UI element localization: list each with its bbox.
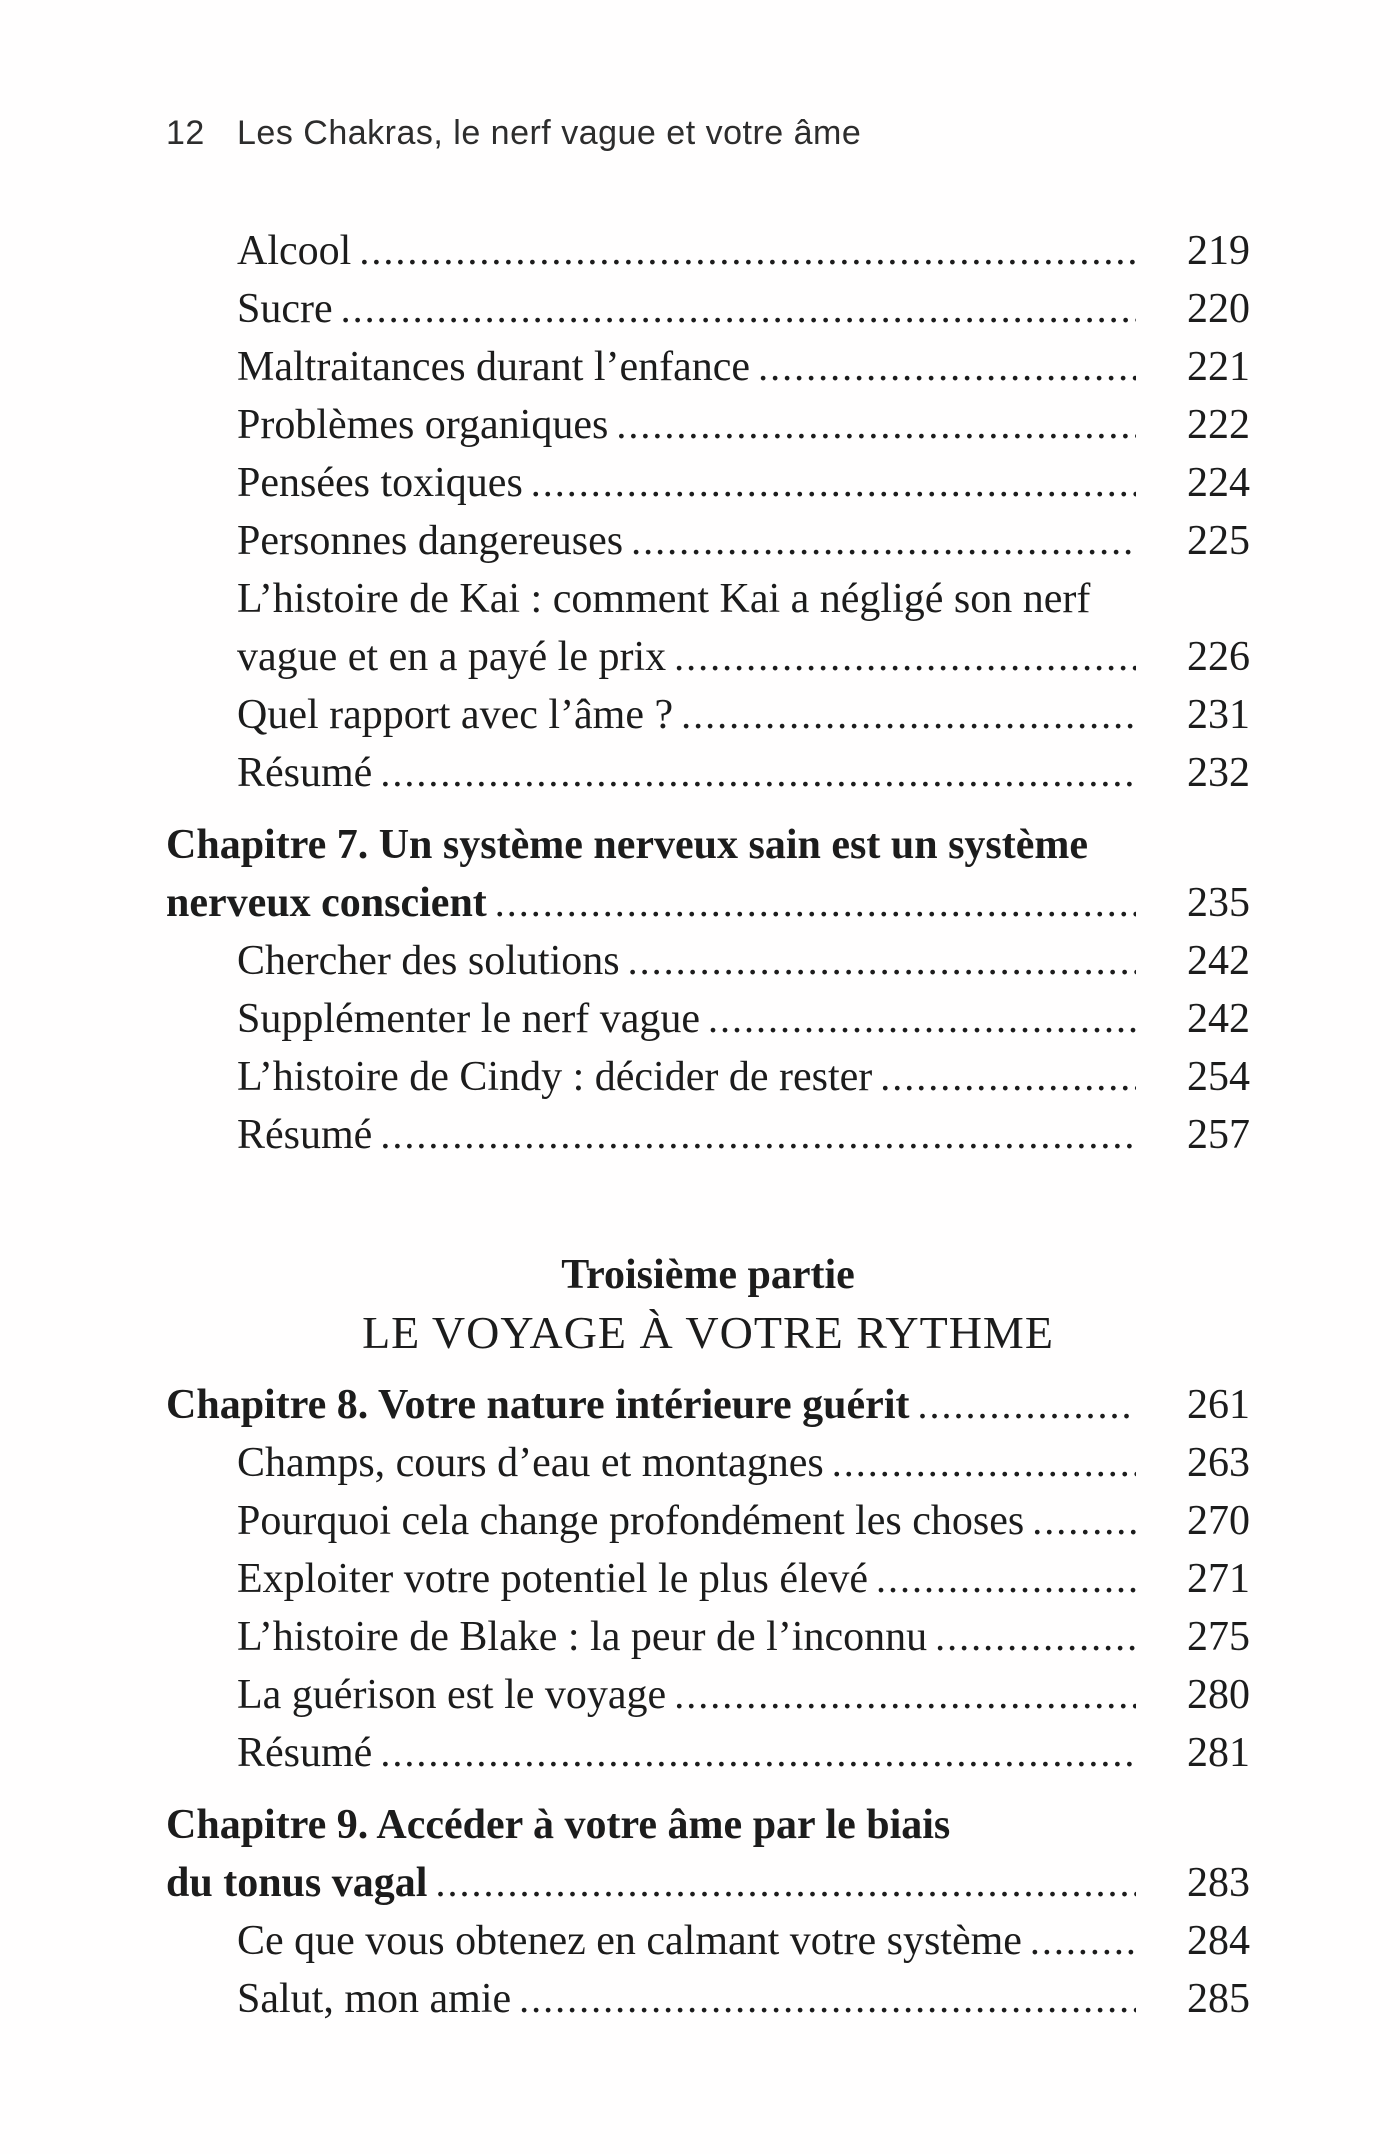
dot-leader [631,512,1136,570]
dot-leader [876,1550,1136,1608]
toc-row [166,744,1250,802]
toc-row [166,874,1250,932]
dot-leader [880,1048,1136,1106]
dot-leader [616,396,1136,454]
running-title: Les Chakras, le nerf vague et votre âme [237,114,862,152]
running-header [166,116,1250,150]
dot-leader [628,932,1136,990]
toc-page-number: 271 [1187,1556,1250,1602]
toc-entry-title: Alcool [237,228,352,274]
toc-entry-title: Problèmes organiques [237,402,609,448]
toc-row [166,570,1250,628]
toc-part-heading [166,1304,1250,1362]
toc-row [166,990,1250,1048]
toc-page-number: 280 [1187,1672,1250,1718]
toc-entry-title: L’histoire de Cindy : décider de rester [237,1054,873,1100]
toc-page-number: 224 [1187,460,1250,506]
toc-page-number: 261 [1187,1382,1250,1428]
toc-row [166,1666,1250,1724]
toc-entry-title: Pourquoi cela change profondément les choses [237,1498,1025,1544]
dot-leader [359,222,1136,280]
toc-entry-title: La guérison est le voyage [237,1672,667,1718]
dot-leader [531,454,1136,512]
toc-entry-title: Personnes dangereuses [237,518,624,564]
dot-leader [341,280,1136,338]
toc-entry-title: Quel rapport avec l’âme ? [237,692,674,738]
toc-page-number: 232 [1187,750,1250,796]
toc-row [166,1912,1250,1970]
toc-entry-title: vague et en a payé le prix [237,634,667,680]
toc-entry-title: Pensées toxiques [237,460,523,506]
toc-row [166,686,1250,744]
toc-row [166,1550,1250,1608]
toc-entry-title: Supplémenter le nerf vague [237,996,700,1042]
toc-row [166,1376,1250,1434]
toc-page-number: 254 [1187,1054,1250,1100]
toc-page-number: 257 [1187,1112,1250,1158]
dot-leader [681,686,1136,744]
toc-page-number: 220 [1187,286,1250,332]
toc-page-number: 270 [1187,1498,1250,1544]
toc-entry-title: Sucre [237,286,333,332]
toc-entry-title: Ce que vous obtenez en calmant votre système [237,1918,1022,1964]
dot-leader [380,744,1136,802]
toc-entry-title: Champs, cours d’eau et montagnes [237,1440,824,1486]
toc-row [166,1434,1250,1492]
dot-leader [495,874,1136,932]
dot-leader [917,1376,1136,1434]
toc-entry-title: Résumé [237,1730,373,1776]
toc-page-number: 226 [1187,634,1250,680]
toc-page-number: 263 [1187,1440,1250,1486]
toc-page-number: 221 [1187,344,1250,390]
toc-page-number: 281 [1187,1730,1250,1776]
toc-page-number: 222 [1187,402,1250,448]
dot-leader [380,1724,1136,1782]
table-of-contents [166,222,1250,2028]
toc-entry-title: L’histoire de Kai : comment Kai a négligé son nerf [237,576,1091,622]
toc-entry-title: Troisième partie [561,1252,855,1298]
toc-part-heading [166,1246,1250,1304]
toc-row [166,222,1250,280]
toc-entry-title: Chercher des solutions [237,938,620,984]
toc-row [166,932,1250,990]
dot-leader [674,628,1136,686]
toc-page-number: 235 [1187,880,1250,926]
toc-chapter-title: nerveux conscient [166,880,487,926]
toc-page-number: 284 [1187,1918,1250,1964]
folio-page-number: 12 [166,114,205,152]
dot-leader [1032,1492,1136,1550]
dot-leader [832,1434,1136,1492]
toc-entry-title: LE VOYAGE À VOTRE RYTHME [362,1307,1054,1358]
toc-page-number: 225 [1187,518,1250,564]
toc-row [166,1608,1250,1666]
toc-entry-title: Exploiter votre potentiel le plus élevé [237,1556,868,1602]
toc-page-number: 242 [1187,938,1250,984]
toc-chapter-title: Chapitre 9. Accéder à votre âme par le biais [166,1802,951,1848]
dot-leader [435,1854,1136,1912]
toc-row [166,280,1250,338]
toc-page-number: 231 [1187,692,1250,738]
dot-leader [519,1970,1136,2028]
toc-page-number: 275 [1187,1614,1250,1660]
toc-entry-title: Résumé [237,750,373,796]
toc-row [166,816,1250,874]
toc-row [166,1970,1250,2028]
toc-page-number: 242 [1187,996,1250,1042]
toc-row [166,1796,1250,1854]
toc-row [166,628,1250,686]
toc-row [166,1106,1250,1164]
toc-chapter-title: Chapitre 8. Votre nature intérieure guérit [166,1382,910,1428]
toc-chapter-title: du tonus vagal [166,1860,428,1906]
toc-chapter-title: Chapitre 7. Un système nerveux sain est un système [166,822,1089,868]
toc-entry-title: L’histoire de Blake : la peur de l’inconnu [237,1614,928,1660]
toc-row [166,1048,1250,1106]
dot-leader [1030,1912,1136,1970]
toc-row [166,512,1250,570]
toc-entry-title: Maltraitances durant l’enfance [237,344,751,390]
toc-row [166,1724,1250,1782]
toc-row [166,1492,1250,1550]
toc-entry-title: Résumé [237,1112,373,1158]
dot-leader [674,1666,1136,1724]
toc-row [166,454,1250,512]
dot-leader [708,990,1136,1048]
toc-page-number: 285 [1187,1976,1250,2022]
toc-entry-title: Salut, mon amie [237,1976,512,2022]
toc-page-number: 219 [1187,228,1250,274]
toc-row [166,338,1250,396]
toc-page-number: 283 [1187,1860,1250,1906]
toc-row [166,396,1250,454]
dot-leader [380,1106,1136,1164]
dot-leader [758,338,1136,396]
dot-leader [935,1608,1136,1666]
toc-row [166,1854,1250,1912]
